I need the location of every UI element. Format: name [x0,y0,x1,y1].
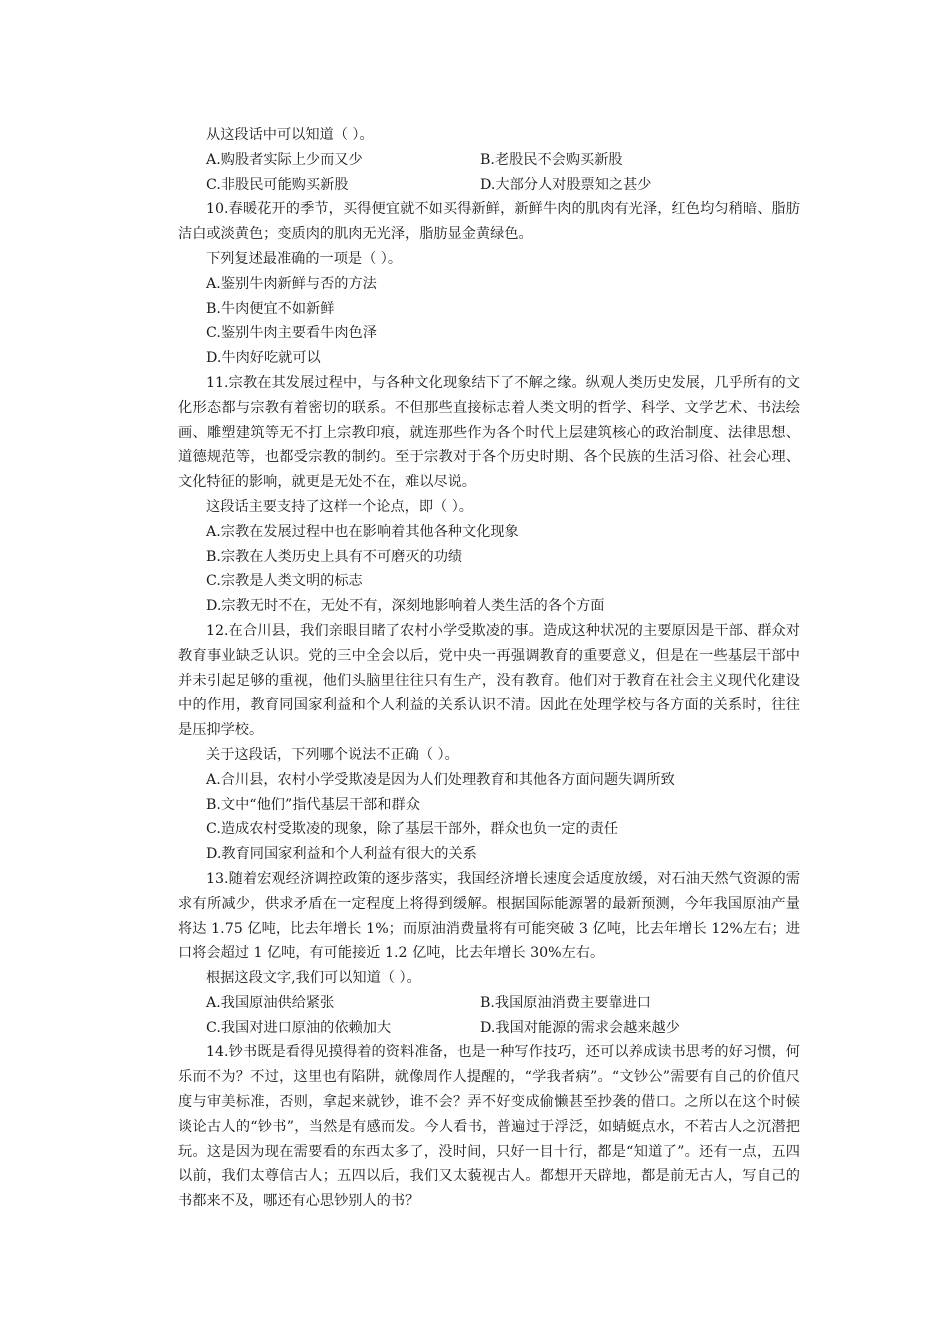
q9-prompt: 从这段话中可以知道（ ）。 [206,127,374,143]
q12-option-d: D.教育同国家利益和个人利益有很大的关系 [206,846,477,863]
q12-prompt: 关于这段话，下列哪个说法不正确（ ）。 [206,746,459,763]
q12-option-c: C.造成农村受欺凌的现象，除了基层干部外，群众也负一定的责任 [206,821,619,838]
q10-option-c: C.鉴别牛肉主要看牛肉色泽 [206,325,377,342]
q13-options-row-1 [178,991,800,1016]
q10-passage: 10.春暖花开的季节，买得便宜就不如买得新鲜，新鲜牛肉的肌肉有光泽，红色均匀稍暗、脂肪洁白或淡黄色；变质肉的肌肉无光泽，脂肪显金黄绿色。 [178,201,800,243]
q11-option-a: A.宗教在发展过程中也在影响着其他各种文化现象 [206,523,519,540]
q11-prompt: 这段话主要支持了这样一个论点，即（ ）。 [206,498,473,515]
q13-prompt: 根据这段文字,我们可以知道（ ）。 [206,970,421,987]
q11-option-c: C.宗教是人类文明的标志 [206,573,363,590]
q13-option-c: C.我国对进口原油的依赖加大 [206,1019,392,1036]
q10-option-d: D.牛肉好吃就可以 [206,350,321,367]
q10-option-a: A.鉴别牛肉新鲜与否的方法 [206,275,377,292]
q14-passage: 14.钞书既是看得见摸得着的资料准备，也是一种写作技巧，还可以养成读书思考的好习惯，何乐而不为？不过，这里也有陷阱，就像周作人提醒的，“学我者病”。“文钞公”需要有自己的价值尺度与审美标准，否则，拿起来就钞，谁不会？弄不好变成偷懒甚至抄袭的借口。之所以在这个时候谈论古人的“钞书”，当然是有感而发。今人看书，普遍过于浮泛，如蜻蜓点水，不若古人之沉潜把玩。这是因为现在需要看的东西太多了，没时间，只好一目十行，都是“知道了”。还有一点，五四以前，我们太尊信古人；五四以后，我们又太藐视古人。都想开天辟地，都是前无古人，写自己的书都来不及，哪还有心思钞别人的书？ [178,1044,800,1210]
q12-option-a: A.合川县，农村小学受欺凌是因为人们处理教育和其他各方面问题失调所致 [206,771,675,788]
q12-passage: 12.在合川县，我们亲眼目睹了农村小学受欺凌的事。造成这种状况的主要原因是干部、群众对教育事业缺乏认识。党的三中全会以后，党中央一再强调教育的重要意义，但是在一些基层干部中并未引起足够的重视，他们头脑里往往只有生产，没有教育。他们对于教育在社会主义现代化建设中的作用，教育同国家利益和个人利益的关系认识不清。因此在处理学校与各方面的关系时，往往是压抑学校。 [178,622,800,739]
q13-option-d: D.我国对能源的需求会越来越少 [480,1019,680,1036]
q12-option-b: B.文中“他们”指代基层干部和群众 [206,796,420,813]
q11-passage: 11.宗教在其发展过程中，与各种文化现象结下了不解之缘。纵观人类历史发展，几乎所有的文化形态都与宗教有着密切的联系。不但那些直接标志着人类文明的哲学、科学、文学艺术、书法绘画、雕塑建筑等无不打上宗教印痕，就连那些作为各个时代上层建筑核心的政治制度、法律思想、道德规范等，也都受宗教的制约。至于宗教对于各个历史时期、各个民族的生活习俗、社会心理、文化特征的影响，就更是无处不在，难以尽说。 [178,374,800,491]
q11-option-d: D.宗教无时不在，无处不有，深刻地影响着人类生活的各个方面 [206,598,605,615]
q13-option-b: B.我国原油消费主要靠进口 [480,994,651,1011]
q9-options-row-1 [178,148,800,173]
q10-option-b: B.牛肉便宜不如新鲜 [206,300,335,317]
q13-options-row-2 [178,1016,800,1041]
q13-passage: 13.随着宏观经济调控政策的逐步落实，我国经济增长速度会适度放缓，对石油天然气资源的需求有所减少，供求矛盾在一定程度上将得到缓解。根据国际能源署的最新预测，今年我国原油产量将达 1.75 亿吨，比去年增长 1%；而原油消费量将有可能突破 3 亿吨，比去年增长 12%左右；进口将会超过 1 亿吨，有可能接近 1.2 亿吨，比去年增长 30%左右。 [178,870,800,962]
q13-option-a: A.我国原油供给紧张 [206,994,335,1011]
q9-option-b: B.老股民不会购买新股 [480,151,623,168]
q10-prompt: 下列复述最准确的一项是（ ）。 [206,250,403,267]
document-body [178,123,800,1214]
q11-option-b: B.宗教在人类历史上具有不可磨灭的功绩 [206,548,463,565]
q9-option-c: C.非股民可能购买新股 [206,176,349,193]
q9-option-d: D.大部分人对股票知之甚少 [480,176,652,193]
q9-option-a: A.购股者实际上少而又少 [206,151,363,168]
q9-options-row-2 [178,173,800,198]
